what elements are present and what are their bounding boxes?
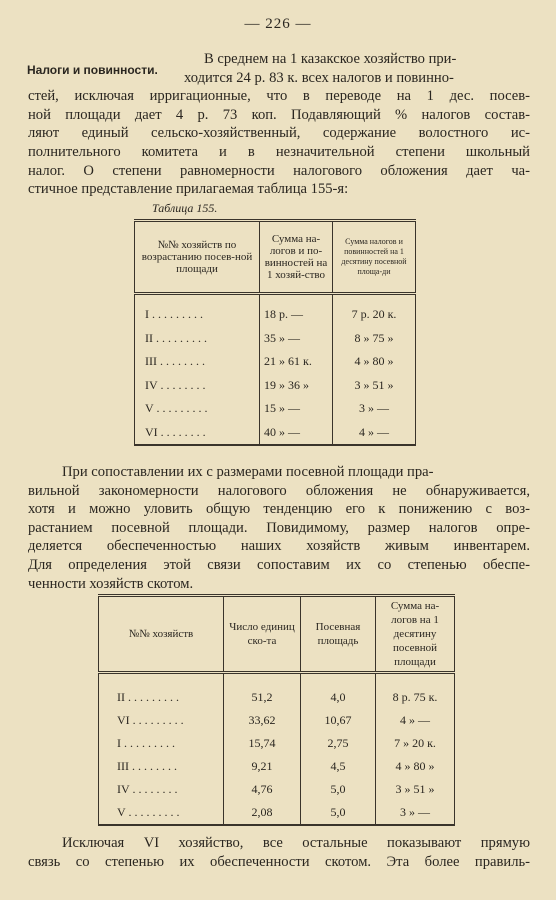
table-cell: 4 » —: [376, 709, 455, 732]
table-cell: 3 » —: [376, 801, 455, 825]
table-cell: 8 » 75 »: [333, 327, 416, 351]
table-cell: 3 » 51 »: [376, 778, 455, 801]
text-line: Для определения этой связи сопоставим их со степенью обеспе-: [28, 556, 530, 573]
text-line: ной площади дает 4 р. 73 коп. Подавляющий % налогов состав-: [28, 106, 530, 123]
table-row: [135, 350, 416, 374]
page-number: — 226 —: [244, 16, 312, 32]
table-cell: IV . . . . . . . .: [99, 778, 224, 801]
table-row: [99, 686, 455, 709]
table-cell: 19 » 36 »: [260, 374, 333, 398]
table-livestock: [98, 594, 455, 826]
text-line: Исключая VI хозяйство, все остальные показывают прямую: [62, 835, 530, 851]
text-line: ляют единый сельско-хозяйственный, содержание волостного ис-: [28, 125, 530, 142]
table-cell: 33,62: [224, 709, 301, 732]
table-cell: 4 » 80 »: [333, 350, 416, 374]
table-cell: I . . . . . . . . .: [135, 303, 260, 327]
text-line: ходится 24 р. 83 к. всех налогов и повинно-: [184, 69, 454, 86]
table-row: [135, 327, 416, 351]
table-cell: 4,5: [301, 755, 376, 778]
table-cell: 51,2: [224, 686, 301, 709]
table-row: [99, 755, 455, 778]
text-line: хотя и можно уловить общую тенденцию его к понижению с воз-: [28, 501, 530, 518]
text-line: полнительного комитета и в незначительной степени школьный: [28, 143, 530, 160]
table-header: Сумма на-логов и по-винностей на 1 хозяй-ство: [260, 221, 333, 294]
table-header: Сумма на-логов на 1 десятину посевной площади: [376, 596, 455, 673]
table-cell: VI . . . . . . . .: [135, 421, 260, 446]
table-cell: 5,0: [301, 801, 376, 825]
table-cell: 2,75: [301, 732, 376, 755]
table-cell: III . . . . . . . .: [135, 350, 260, 374]
table-cell: 4 » 80 »: [376, 755, 455, 778]
table-header: Число единиц ско-та: [224, 596, 301, 673]
table-header: №№ хозяйств: [99, 596, 224, 673]
text-line: стичное представление прилагаемая таблица 155-я:: [28, 181, 349, 198]
table-cell: 35 » —: [260, 327, 333, 351]
text-line: В среднем на 1 казакское хозяйство при-: [204, 51, 457, 67]
table-cell: 4 » —: [333, 421, 416, 446]
table-cell: 2,08: [224, 801, 301, 825]
text-line: стей, исключая ирригационные, что в переводе на 1 дес. посев-: [28, 88, 530, 105]
paragraph-2: [28, 463, 530, 593]
side-heading: Налоги и повинности.: [27, 63, 158, 77]
table-header: №№ хозяйств по возрастанию посев-ной площади: [135, 221, 260, 294]
text-line: ченности хозяйств скотом.: [28, 575, 194, 592]
table-row: [99, 709, 455, 732]
table-cell: V . . . . . . . . .: [135, 397, 260, 421]
table-cell: 3 » 51 »: [333, 374, 416, 398]
table-cell: 3 » —: [333, 397, 416, 421]
table-row: [135, 374, 416, 398]
table-cell: 8 р. 75 к.: [376, 686, 455, 709]
table-row: [99, 778, 455, 801]
text-line: При сопоставлении их с размерами посевной площади пра-: [62, 464, 434, 480]
table-cell: VI . . . . . . . . .: [99, 709, 224, 732]
table-cell: 40 » —: [260, 421, 333, 446]
table-cell: II . . . . . . . . .: [99, 686, 224, 709]
table-row: [135, 421, 416, 446]
text-line: деляется обеспеченностью наших хозяйств живым инвентарем.: [28, 538, 530, 555]
table-row: [99, 732, 455, 755]
table-155: [134, 219, 416, 446]
table-header: Сумма налогов и повинностей на 1 десятину посевной площа-ди: [333, 221, 416, 294]
paragraph-1: [28, 50, 530, 199]
text-line: налог. О степени равномерности налогового обложения дает ча-: [28, 162, 530, 179]
table-cell: 21 » 61 к.: [260, 350, 333, 374]
table-row: [99, 801, 455, 825]
table-cell: 18 р. —: [260, 303, 333, 327]
table-cell: 9,21: [224, 755, 301, 778]
table-cell: 5,0: [301, 778, 376, 801]
text-line: растанием посевной площади. Повидимому, размер налогов опре-: [28, 519, 530, 536]
text-line: связь со степенью их обеспеченности скотом. Эта более правиль-: [28, 853, 530, 870]
table-cell: 7 » 20 к.: [376, 732, 455, 755]
table-row: [135, 303, 416, 327]
paragraph-3: [28, 834, 530, 871]
table-row: [135, 397, 416, 421]
text-line: вильной закономерности налогового обложения не обнаруживается,: [28, 482, 530, 499]
table-cell: 15 » —: [260, 397, 333, 421]
table-cell: III . . . . . . . .: [99, 755, 224, 778]
table-caption: Таблица 155.: [152, 201, 218, 215]
table-header: Посевная площадь: [301, 596, 376, 673]
table-cell: V . . . . . . . . .: [99, 801, 224, 825]
table-cell: I . . . . . . . . .: [99, 732, 224, 755]
table-cell: 10,67: [301, 709, 376, 732]
table-cell: 4,76: [224, 778, 301, 801]
table-cell: IV . . . . . . . .: [135, 374, 260, 398]
table-cell: II . . . . . . . . .: [135, 327, 260, 351]
table-cell: 7 р. 20 к.: [333, 303, 416, 327]
table-cell: 15,74: [224, 732, 301, 755]
table-cell: 4,0: [301, 686, 376, 709]
